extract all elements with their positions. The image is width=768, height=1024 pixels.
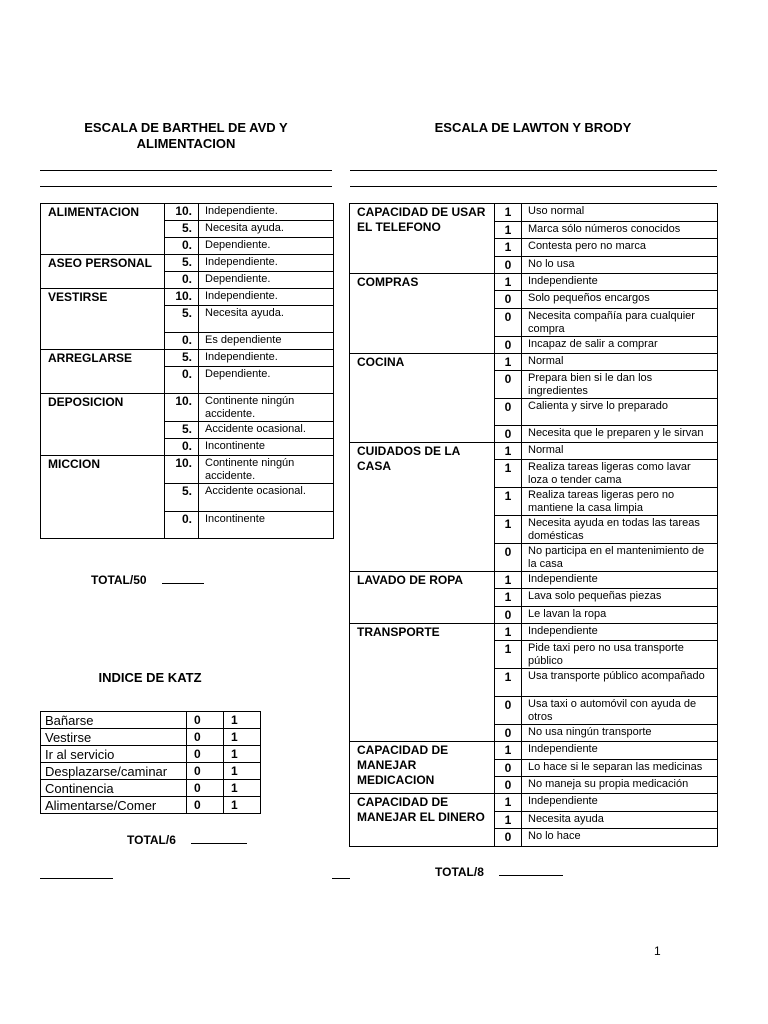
katz-score-1: 1: [224, 763, 261, 780]
lawton-description: Lo hace si le separan las medicinas: [522, 760, 718, 777]
lawton-description: Realiza tareas ligeras como lavar loza o tender cama: [522, 460, 718, 488]
lawton-description: Calienta y sirve lo preparado: [522, 399, 718, 426]
divider-line: [40, 170, 332, 171]
barthel-score: 0.: [165, 238, 199, 255]
lawton-score: 1: [495, 669, 522, 697]
katz-activity: Alimentarse/Comer: [41, 797, 187, 814]
lawton-score: 0: [495, 309, 522, 337]
barthel-score: 5.: [165, 255, 199, 272]
katz-activity: Continencia: [41, 780, 187, 797]
katz-score-0: 0: [187, 797, 224, 814]
barthel-category: ALIMENTACION: [41, 204, 165, 255]
barthel-score: 0.: [165, 512, 199, 539]
barthel-total-blank: [162, 572, 204, 584]
table-row: [41, 729, 261, 746]
lawton-category: CAPACIDAD DE MANEJAR MEDICACION: [350, 742, 495, 794]
page-number: 1: [654, 944, 661, 958]
lawton-score: 0: [495, 829, 522, 847]
lawton-description: Lava solo pequeñas piezas: [522, 589, 718, 607]
lawton-score: 0: [495, 544, 522, 572]
lawton-description: Usa transporte público acompañado: [522, 669, 718, 697]
lawton-description: Uso normal: [522, 204, 718, 222]
lawton-description: Normal: [522, 443, 718, 460]
katz-total: [127, 832, 247, 847]
katz-activity: Desplazarse/caminar: [41, 763, 187, 780]
barthel-category: ARREGLARSE: [41, 350, 165, 394]
table-row: [41, 746, 261, 763]
barthel-score: 10.: [165, 394, 199, 422]
lawton-description: No participa en el mantenimiento de la casa: [522, 544, 718, 572]
lawton-description: No usa ningún transporte: [522, 725, 718, 742]
katz-title: INDICE DE KATZ: [98, 670, 202, 685]
katz-total-label: TOTAL/6: [127, 833, 176, 847]
lawton-description: No maneja su propia medicación: [522, 777, 718, 794]
lawton-category: COCINA: [350, 354, 495, 443]
table-row: [350, 742, 718, 760]
katz-activity: Vestirse: [41, 729, 187, 746]
barthel-table: [40, 203, 334, 539]
lawton-table: [349, 203, 718, 847]
lawton-score: 1: [495, 812, 522, 829]
barthel-title: [40, 120, 332, 152]
barthel-description: Continente ningún accidente.: [199, 456, 334, 484]
lawton-description: Le lavan la ropa: [522, 607, 718, 624]
table-row: [350, 274, 718, 291]
table-row: [350, 572, 718, 589]
barthel-title-line1: ESCALA DE BARTHEL DE AVD Y: [84, 120, 288, 135]
katz-score-1: 1: [224, 729, 261, 746]
lawton-title: ESCALA DE LAWTON Y BRODY: [434, 120, 632, 135]
barthel-description: Necesita ayuda.: [199, 221, 334, 238]
barthel-score: 0.: [165, 367, 199, 394]
barthel-category: ASEO PERSONAL: [41, 255, 165, 289]
lawton-category: LAVADO DE ROPA: [350, 572, 495, 624]
lawton-score: 1: [495, 443, 522, 460]
signature-line: [332, 878, 350, 879]
lawton-score: 0: [495, 257, 522, 274]
barthel-score: 10.: [165, 289, 199, 306]
lawton-description: No lo usa: [522, 257, 718, 274]
table-row: [350, 443, 718, 460]
lawton-total-blank: [499, 864, 563, 876]
katz-score-0: 0: [187, 780, 224, 797]
barthel-title-line2: ALIMENTACION: [136, 136, 236, 151]
lawton-description: Independiente: [522, 794, 718, 812]
lawton-description: Independiente: [522, 572, 718, 589]
lawton-description: Marca sólo números conocidos: [522, 222, 718, 239]
barthel-score: 0.: [165, 333, 199, 350]
lawton-score: 1: [495, 641, 522, 669]
barthel-total-label: TOTAL/50: [91, 573, 147, 587]
barthel-description: Incontinente: [199, 512, 334, 539]
lawton-score: 1: [495, 460, 522, 488]
barthel-description: Incontinente: [199, 439, 334, 456]
lawton-description: Realiza tareas ligeras pero no mantiene la casa limpia: [522, 488, 718, 516]
table-row: [41, 797, 261, 814]
barthel-score: 5.: [165, 484, 199, 512]
barthel-score: 0.: [165, 272, 199, 289]
lawton-score: 1: [495, 794, 522, 812]
table-row: [41, 780, 261, 797]
lawton-score: 0: [495, 777, 522, 794]
lawton-category: COMPRAS: [350, 274, 495, 354]
lawton-description: Normal: [522, 354, 718, 371]
katz-total-blank: [191, 832, 247, 844]
barthel-description: Accidente ocasional.: [199, 422, 334, 439]
barthel-description: Dependiente.: [199, 272, 334, 289]
lawton-description: Necesita que le preparen y le sirvan: [522, 426, 718, 443]
lawton-score: 1: [495, 572, 522, 589]
barthel-category: DEPOSICION: [41, 394, 165, 456]
katz-score-0: 0: [187, 712, 224, 729]
lawton-description: Necesita compañía para cualquier compra: [522, 309, 718, 337]
barthel-description: Independiente.: [199, 350, 334, 367]
barthel-description: Independiente.: [199, 289, 334, 306]
lawton-score: 1: [495, 354, 522, 371]
table-row: [41, 456, 334, 484]
katz-score-1: 1: [224, 797, 261, 814]
barthel-description: Dependiente.: [199, 238, 334, 255]
lawton-category: CAPACIDAD DE USAR EL TELEFONO: [350, 204, 495, 274]
katz-activity: Ir al servicio: [41, 746, 187, 763]
lawton-score: 1: [495, 204, 522, 222]
signature-line: [40, 878, 113, 879]
barthel-description: Independiente.: [199, 255, 334, 272]
barthel-score: 10.: [165, 204, 199, 221]
barthel-description: Necesita ayuda.: [199, 306, 334, 333]
lawton-score: 1: [495, 742, 522, 760]
lawton-score: 1: [495, 624, 522, 641]
barthel-category: VESTIRSE: [41, 289, 165, 350]
divider-line: [350, 186, 717, 187]
lawton-score: 0: [495, 426, 522, 443]
lawton-score: 0: [495, 337, 522, 354]
katz-table: [40, 711, 261, 814]
barthel-total: [91, 572, 204, 587]
barthel-score: 5.: [165, 306, 199, 333]
katz-score-1: 1: [224, 746, 261, 763]
lawton-score: 1: [495, 239, 522, 257]
barthel-score: 5.: [165, 221, 199, 238]
lawton-category: TRANSPORTE: [350, 624, 495, 742]
lawton-description: Necesita ayuda: [522, 812, 718, 829]
lawton-description: No lo hace: [522, 829, 718, 847]
divider-line: [40, 186, 332, 187]
lawton-score: 0: [495, 760, 522, 777]
table-row: [41, 255, 334, 272]
table-row: [350, 794, 718, 812]
lawton-total: [435, 864, 563, 879]
lawton-score: 0: [495, 291, 522, 309]
barthel-score: 5.: [165, 350, 199, 367]
lawton-score: 0: [495, 697, 522, 725]
divider-line: [350, 170, 717, 171]
katz-score-0: 0: [187, 746, 224, 763]
lawton-description: Independiente: [522, 624, 718, 641]
table-row: [41, 712, 261, 729]
table-row: [41, 763, 261, 780]
lawton-description: Solo pequeños encargos: [522, 291, 718, 309]
katz-activity: Bañarse: [41, 712, 187, 729]
lawton-description: Contesta pero no marca: [522, 239, 718, 257]
lawton-score: 1: [495, 488, 522, 516]
lawton-score: 1: [495, 274, 522, 291]
lawton-score: 0: [495, 725, 522, 742]
table-row: [350, 354, 718, 371]
lawton-score: 0: [495, 607, 522, 624]
lawton-category: CUIDADOS DE LA CASA: [350, 443, 495, 572]
barthel-category: MICCION: [41, 456, 165, 539]
lawton-description: Prepara bien si le dan los ingredientes: [522, 371, 718, 399]
barthel-score: 10.: [165, 456, 199, 484]
lawton-description: Necesita ayuda en todas las tareas domésticas: [522, 516, 718, 544]
lawton-score: 1: [495, 222, 522, 239]
barthel-description: Continente ningún accidente.: [199, 394, 334, 422]
barthel-score: 0.: [165, 439, 199, 456]
katz-score-0: 0: [187, 763, 224, 780]
lawton-description: Incapaz de salir a comprar: [522, 337, 718, 354]
katz-score-1: 1: [224, 780, 261, 797]
katz-score-0: 0: [187, 729, 224, 746]
lawton-description: Independiente: [522, 742, 718, 760]
lawton-category: CAPACIDAD DE MANEJAR EL DINERO: [350, 794, 495, 847]
table-row: [350, 204, 718, 222]
barthel-description: Dependiente.: [199, 367, 334, 394]
barthel-description: Es dependiente: [199, 333, 334, 350]
table-row: [350, 624, 718, 641]
table-row: [41, 394, 334, 422]
barthel-description: Independiente.: [199, 204, 334, 221]
table-row: [41, 204, 334, 221]
lawton-score: 0: [495, 399, 522, 426]
barthel-description: Accidente ocasional.: [199, 484, 334, 512]
katz-score-1: 1: [224, 712, 261, 729]
lawton-description: Independiente: [522, 274, 718, 291]
lawton-description: Usa taxi o automóvil con ayuda de otros: [522, 697, 718, 725]
lawton-total-label: TOTAL/8: [435, 865, 484, 879]
barthel-score: 5.: [165, 422, 199, 439]
lawton-score: 1: [495, 516, 522, 544]
table-row: [41, 289, 334, 306]
lawton-score: 0: [495, 371, 522, 399]
table-row: [41, 350, 334, 367]
lawton-description: Pide taxi pero no usa transporte público: [522, 641, 718, 669]
lawton-score: 1: [495, 589, 522, 607]
